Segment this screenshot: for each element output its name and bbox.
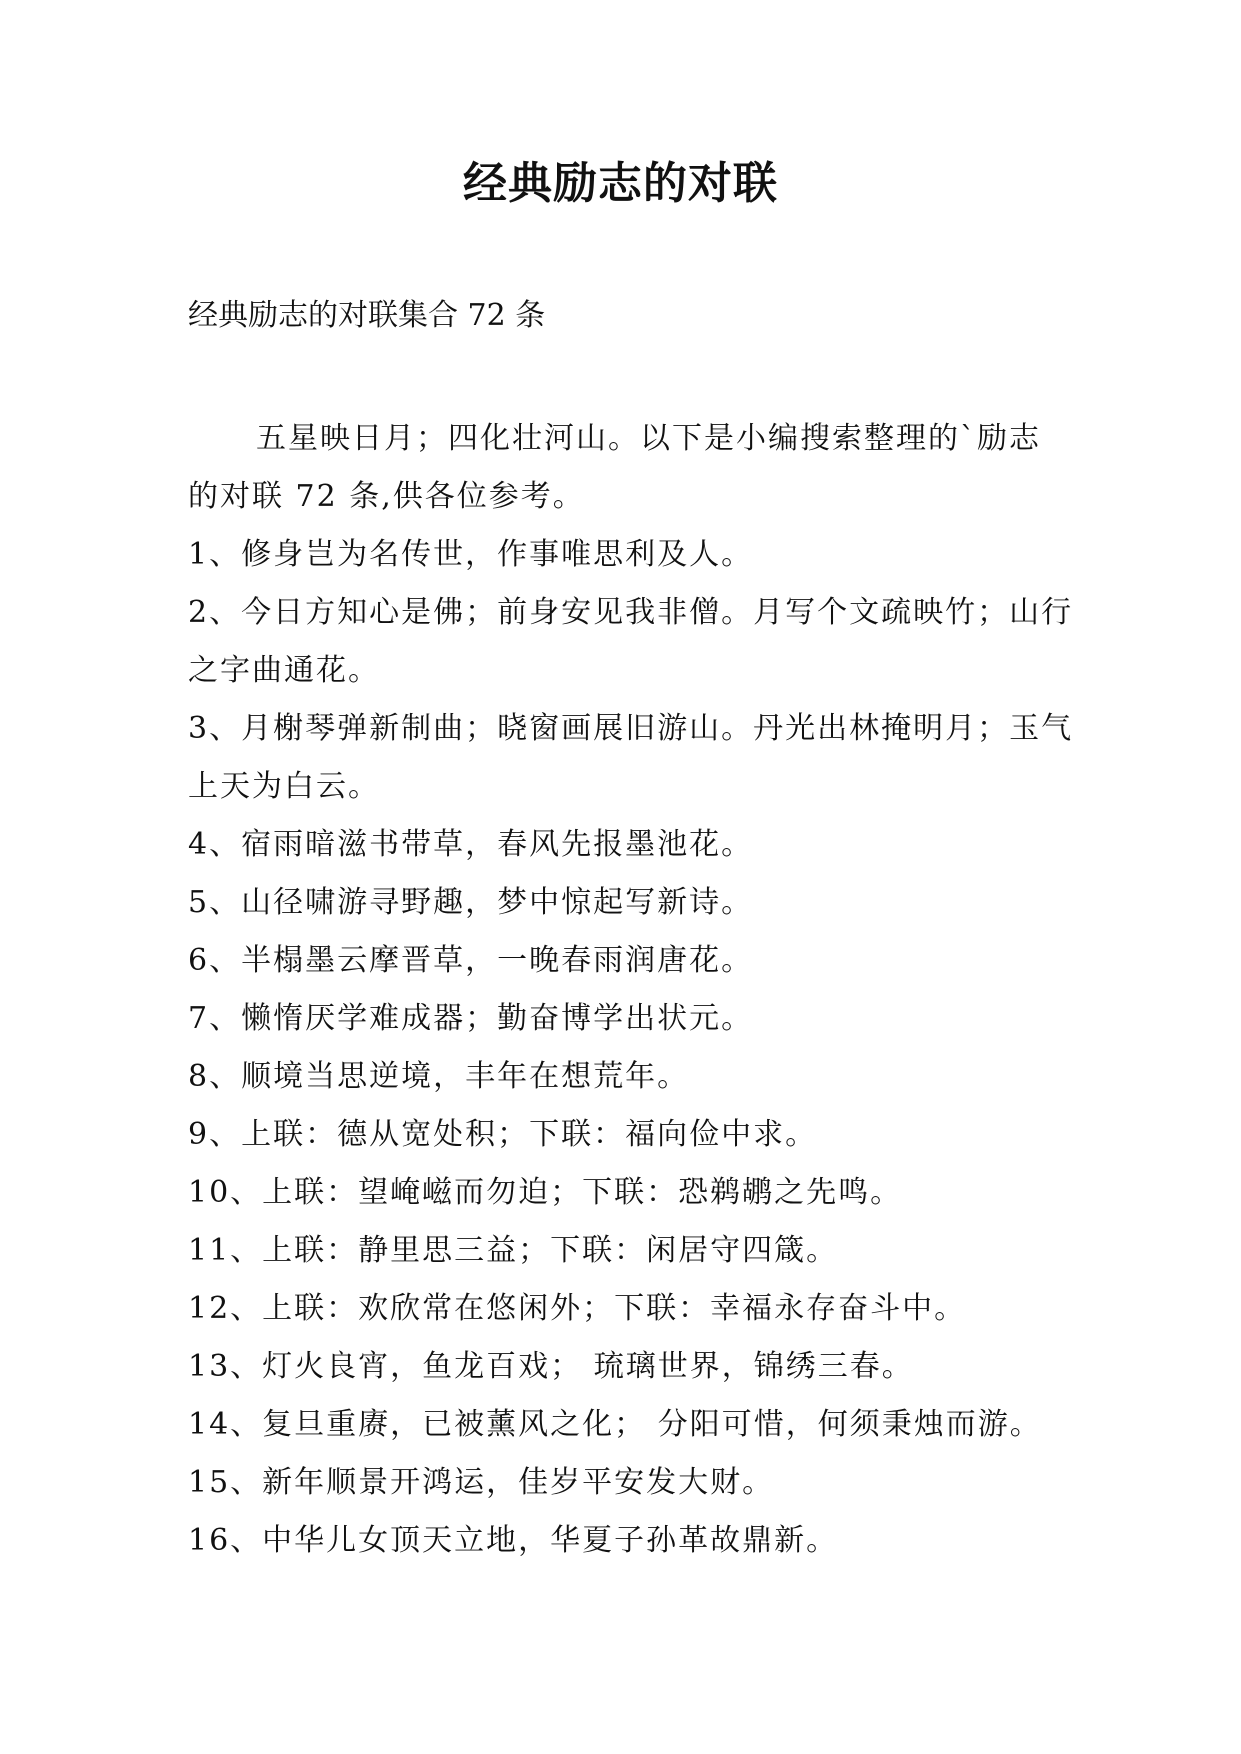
couplet-entry: 5、山径啸游寻野趣，梦中惊起写新诗。 [188, 885, 754, 920]
couplet-entry: 6、半榻墨云摩晋草，一晚春雨润唐花。 [188, 943, 754, 978]
couplet-entry: 3、月榭琴弹新制曲；晓窗画展旧游山。丹光出林掩明月；玉气上天为白云。 [188, 711, 1074, 804]
couplet-entry: 13、灯火良宵，鱼龙百戏； 琉璃世界，锦绣三春。 [188, 1349, 914, 1384]
intro-paragraph: 五星映日月；四化壮河山。以下是小编搜索整理的`励志的对联 72 条,供各位参考。 [188, 421, 1041, 514]
couplet-entry: 7、懒惰厌学难成器；勤奋博学出状元。 [188, 1001, 754, 1036]
couplet-entry: 10、上联：望崦嵫而勿迫；下联：恐鹈鹕之先鸣。 [188, 1175, 903, 1210]
couplet-entry: 12、上联：欢欣常在悠闲外；下联：幸福永存奋斗中。 [188, 1291, 967, 1326]
couplet-list [188, 526, 1088, 1570]
couplet-entry: 11、上联：静里思三益；下联：闲居守四箴。 [188, 1233, 839, 1268]
document-subtitle: 经典励志的对联集合 72 条 [188, 298, 546, 333]
couplet-entry: 1、修身岂为名传世，作事唯思利及人。 [188, 537, 754, 572]
document-title: 经典励志的对联 [463, 158, 778, 209]
couplet-entry: 9、上联：德从宽处积；下联：福向俭中求。 [188, 1117, 818, 1152]
couplet-entry: 2、今日方知心是佛；前身安见我非僧。月写个文疏映竹；山行之字曲通花。 [188, 595, 1074, 688]
couplet-entry: 15、新年顺景开鸿运，佳岁平安发大财。 [188, 1465, 775, 1500]
couplet-entry: 8、顺境当思逆境，丰年在想荒年。 [188, 1059, 690, 1094]
couplet-entry: 4、宿雨暗滋书带草，春风先报墨池花。 [188, 827, 754, 862]
couplet-entry: 16、中华儿女顶天立地，华夏子孙革故鼎新。 [188, 1523, 839, 1558]
couplet-entry: 14、复旦重赓，已被薰风之化； 分阳可惜，何须秉烛而游。 [188, 1407, 1042, 1442]
